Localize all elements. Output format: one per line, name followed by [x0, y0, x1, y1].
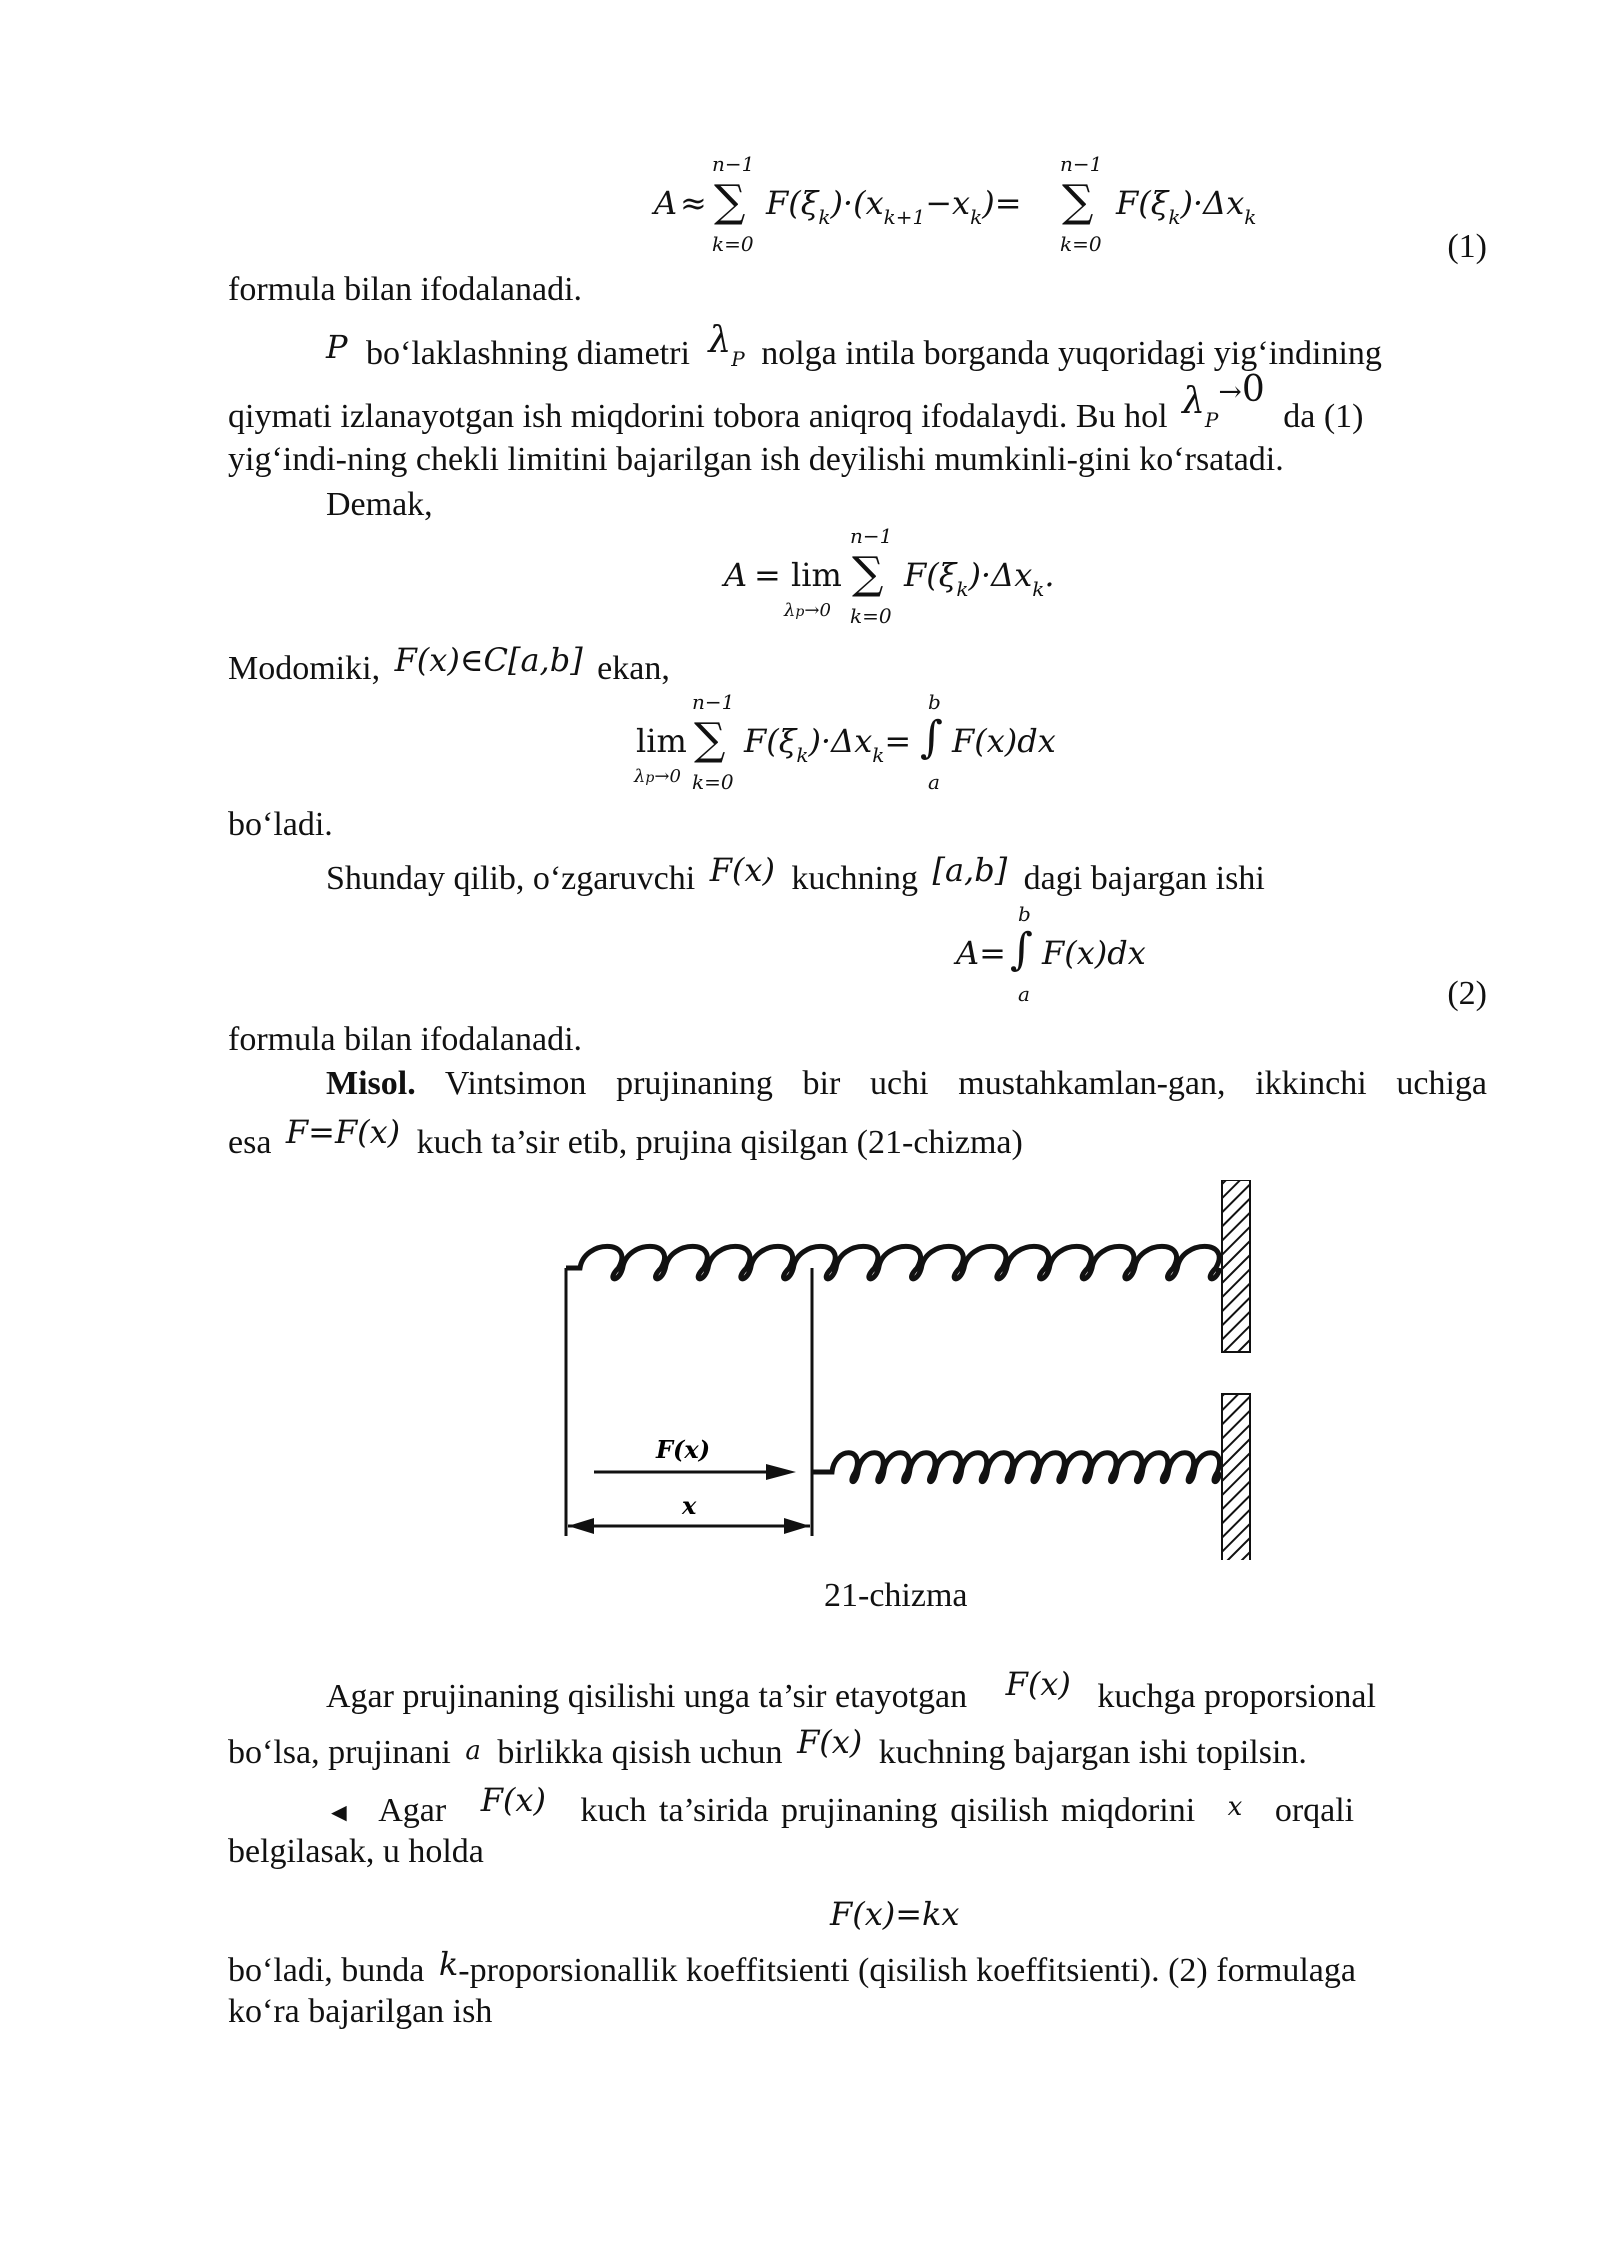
- text: Agar: [378, 1792, 447, 1829]
- text: -proporsionallik koeffitsienti (qisilish koeffitsienti). (2) formulaga: [458, 1952, 1356, 1989]
- text: Vintsimon prujinaning bir uchi mustahkamlan-gan, ikkinchi uchiga: [444, 1065, 1487, 1102]
- demak-text: Demak,: [326, 486, 433, 523]
- agar2-line1: [326, 1781, 1486, 1833]
- paragraph-formula-2: formula bilan ifodalanadi.: [228, 1021, 583, 1058]
- math-f-in-c: F(x)∈C[a,b]: [394, 641, 583, 679]
- wall-bottom: [1222, 1394, 1250, 1560]
- text: esa: [228, 1124, 272, 1161]
- math-f-eq-fx: F=F(x): [285, 1113, 401, 1151]
- spring-figure: [560, 1180, 1260, 1560]
- text: orqali: [1274, 1792, 1355, 1829]
- equation-limit: A = lim λp→0 n−1 ∑ k=0 $F(\xi_k)\cdot\Delta x_k$.: [724, 524, 1055, 628]
- x-dim-arrow-right: [784, 1518, 810, 1534]
- spring-bottom: [812, 1453, 1220, 1482]
- paragraph-p-line3: yig‘indi-ning chekli limitini bajarilgan ish deyilishi mumkinli-gini ko‘rsatadi.: [228, 441, 1284, 478]
- equation-2: A= b ∫ a F(x)dx: [956, 902, 1146, 1006]
- symbol-lambda-p: $\lambda_P$: [708, 320, 745, 371]
- math-f-x: F(x): [797, 1723, 863, 1761]
- text: da (1): [1283, 398, 1364, 435]
- agar2-line2: belgilasak, u holda: [228, 1833, 484, 1870]
- shunday-line: [326, 851, 1265, 899]
- text: bo‘lsa, prujinani: [228, 1734, 451, 1771]
- misol-line2: [228, 1113, 1023, 1163]
- symbol-lambda-to-zero: $\lambda_P^\to 0$: [1182, 369, 1265, 432]
- text: dagi bajargan ishi: [1023, 860, 1265, 897]
- text: ekan,: [597, 650, 670, 687]
- modomiki-line: [228, 641, 670, 689]
- figure-caption: 21-chizma: [824, 1577, 968, 1614]
- paragraph-p-line1: [326, 320, 1486, 391]
- text: kuchga proporsional: [1097, 1678, 1376, 1715]
- symbol-p: P: [326, 328, 348, 366]
- equation-1: A ≈ n−1 ∑ k=0 $F(\xi_k)\cdot(x_{k+1}-x_k)=$ n−1 ∑ k=0 $F(\xi_k)\cdot\Delta x_k$: [654, 152, 1257, 256]
- paragraph-formula-1: formula bilan ifodalanadi.: [228, 271, 583, 308]
- math-f-x: F(x): [1005, 1665, 1071, 1703]
- last-line2: ko‘ra bajarilgan ish: [228, 1993, 493, 2030]
- math-f-x: F(x): [480, 1781, 546, 1819]
- text: kuch ta’sirida prujinaning qisilish miqdorini: [580, 1792, 1196, 1829]
- equation-1-number: (1): [1447, 228, 1487, 265]
- math-x: x: [1227, 1792, 1243, 1822]
- text: kuchning: [791, 860, 918, 897]
- math-a: a: [465, 1736, 481, 1766]
- text: kuchning bajargan ishi topilsin.: [878, 1734, 1307, 1771]
- agar-line2: [228, 1723, 1307, 1775]
- x-label: x: [682, 1491, 697, 1520]
- triangle-marker-icon: ◄: [326, 1798, 352, 1827]
- text: bo‘ladi, bunda: [228, 1952, 425, 1989]
- math-interval: [a,b]: [932, 851, 1008, 889]
- text: qiymati izlanayotgan ish miqdorini tobora aniqroq ifodalaydi. Bu hol: [228, 398, 1168, 435]
- agar-line1: [326, 1665, 1486, 1717]
- last-line1: [228, 1945, 1356, 1991]
- math-f-x: F(x): [709, 851, 775, 889]
- x-dim-arrow-left: [568, 1518, 594, 1534]
- equation-fx-kx: F(x)=kx: [830, 1895, 960, 1933]
- spring-top: [566, 1246, 1220, 1278]
- equation-2-number: (2): [1447, 975, 1487, 1012]
- math-k: k: [438, 1945, 459, 1983]
- boladi-text: bo‘ladi.: [228, 806, 333, 843]
- text: Modomiki,: [228, 650, 381, 687]
- wall-top: [1222, 1180, 1250, 1352]
- text: nolga intila borganda yuqoridagi yig‘indining: [761, 335, 1382, 372]
- text: kuch ta’sir etib, prujina qisilgan (21-chizma): [416, 1124, 1023, 1161]
- text: Shunday qilib, o‘zgaruvchi: [326, 860, 696, 897]
- equation-limit-integral: lim λp→0 n−1 ∑ k=0 $F(\xi_k)\cdot\Delta x_k=$ b ∫ a F(x)dx: [634, 690, 1056, 794]
- force-arrow-head: [766, 1464, 796, 1480]
- text: birlikka qisish uchun: [497, 1734, 783, 1771]
- text: bo‘laklashning diametri: [366, 335, 690, 372]
- misol-line1: [326, 1064, 1487, 1104]
- misol-label: Misol.: [326, 1065, 416, 1102]
- force-label: F(x): [656, 1435, 711, 1464]
- text: Agar prujinaning qisilishi unga ta’sir etayotgan: [326, 1678, 968, 1715]
